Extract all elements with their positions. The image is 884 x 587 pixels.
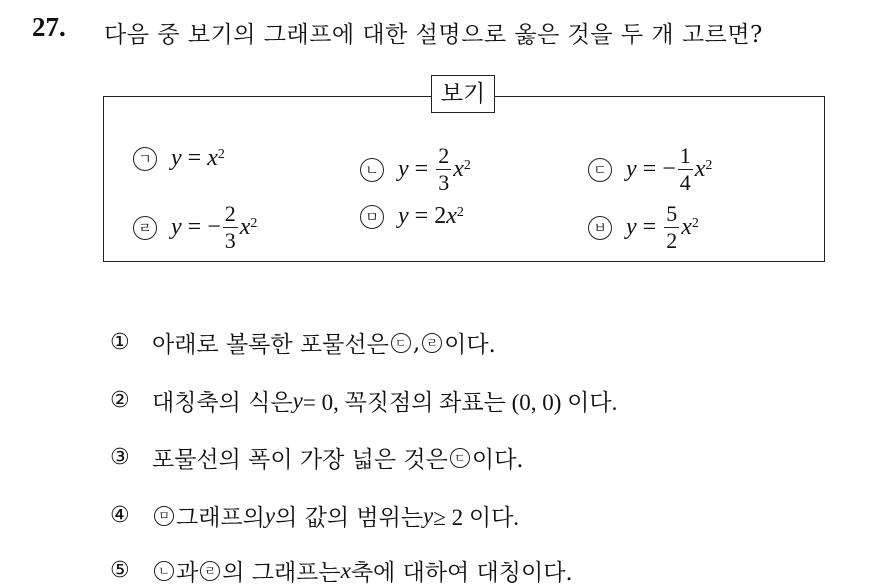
question-text: 다음 중 보기의 그래프에 대한 설명으로 옳은 것을 두 개 고르면? xyxy=(104,22,763,48)
math-variable: x xyxy=(681,214,692,240)
exponent: 2 xyxy=(691,215,699,231)
circled-marker: ㄷ xyxy=(450,448,470,468)
math-variable: y xyxy=(423,502,434,528)
option-text: , xyxy=(412,329,421,356)
numerator: 2 xyxy=(224,201,236,226)
fraction xyxy=(223,203,238,252)
option-text: ≥ 2 이다. xyxy=(433,505,520,530)
option-number: ③ xyxy=(110,445,130,470)
equals-sign: = xyxy=(408,203,435,229)
equals-sign: = xyxy=(181,214,208,240)
denominator: 4 xyxy=(679,170,691,195)
option-text: 이다. xyxy=(471,447,524,473)
circled-marker: ㄹ xyxy=(133,216,157,240)
math-variable: y xyxy=(264,502,276,528)
option-text: 의 그래프는 xyxy=(222,560,341,586)
fraction xyxy=(664,203,679,252)
fraction xyxy=(678,145,693,194)
circled-marker: ㅁ xyxy=(154,506,174,526)
circled-marker: ㄴ xyxy=(360,158,384,182)
exponent: 2 xyxy=(456,204,464,220)
circled-marker: ㄹ xyxy=(200,561,220,581)
equation-item xyxy=(360,203,464,230)
math-variable: y xyxy=(171,145,182,171)
circled-marker: ㄷ xyxy=(391,333,411,353)
option-text: 과 xyxy=(176,560,199,586)
math-variable: y xyxy=(626,214,637,240)
denominator: 3 xyxy=(224,228,236,253)
exponent: 2 xyxy=(250,215,258,231)
circled-marker: ㅁ xyxy=(360,205,384,229)
option-2[interactable] xyxy=(110,384,617,417)
equals-sign: = xyxy=(408,156,435,182)
exponent: 2 xyxy=(705,157,713,173)
option-text: 아래로 볼록한 포물선은 xyxy=(152,332,389,358)
minus-sign: − xyxy=(662,156,676,182)
exponent: 2 xyxy=(217,146,225,162)
option-text: 포물선의 폭이 가장 넓은 것은 xyxy=(152,447,448,473)
question-number: 27. xyxy=(32,12,66,42)
equals-sign: = xyxy=(181,145,208,171)
math-variable: x xyxy=(694,156,706,182)
math-variable: y xyxy=(626,156,637,182)
circled-marker: ㄴ xyxy=(154,561,174,581)
math-variable: y xyxy=(292,387,303,413)
circled-marker: ㄷ xyxy=(588,158,612,182)
math-variable: x xyxy=(453,156,464,182)
option-number: ④ xyxy=(110,503,130,528)
minus-sign: − xyxy=(207,214,221,240)
math-variable: y xyxy=(171,214,182,240)
option-text: 그래프의 xyxy=(176,505,265,531)
equation-item xyxy=(133,203,257,252)
option-5[interactable] xyxy=(110,554,573,587)
circled-marker: ㅂ xyxy=(588,216,612,240)
math-variable: y xyxy=(398,203,409,229)
equation-item xyxy=(588,145,712,194)
coefficient: 2 xyxy=(434,203,447,229)
numerator: 2 xyxy=(438,143,450,168)
equation-item xyxy=(588,203,699,252)
math-variable: x xyxy=(340,557,351,583)
denominator: 3 xyxy=(438,170,450,195)
option-text: = 0, 꼭짓점의 좌표는 (0, 0) 이다. xyxy=(302,390,618,415)
option-text: 의 값의 범위는 xyxy=(275,505,424,531)
math-variable: y xyxy=(398,156,409,182)
fraction xyxy=(436,145,451,194)
equation-item xyxy=(133,145,225,172)
option-number: ① xyxy=(110,330,130,355)
circled-marker: ㄹ xyxy=(422,333,442,353)
equals-sign: = xyxy=(636,156,663,182)
math-variable: x xyxy=(207,145,218,171)
option-4[interactable] xyxy=(110,499,519,532)
math-variable: x xyxy=(239,214,251,240)
numerator: 5 xyxy=(666,201,678,226)
numerator: 1 xyxy=(679,143,691,168)
option-3[interactable] xyxy=(110,441,524,474)
option-text: 대칭축의 식은 xyxy=(152,390,293,416)
option-number: ⑤ xyxy=(110,558,130,583)
exponent: 2 xyxy=(463,157,471,173)
option-text: 축에 대하여 대칭이다. xyxy=(350,560,573,586)
equals-sign: = xyxy=(636,214,663,240)
option-text: 이다. xyxy=(444,332,496,358)
option-number: ② xyxy=(110,388,130,413)
denominator: 2 xyxy=(666,228,678,253)
equation-item xyxy=(360,145,471,194)
circled-marker: ㄱ xyxy=(133,147,157,171)
option-1[interactable] xyxy=(110,326,496,359)
math-variable: x xyxy=(446,203,457,229)
example-box-title: 보기 xyxy=(431,75,495,113)
